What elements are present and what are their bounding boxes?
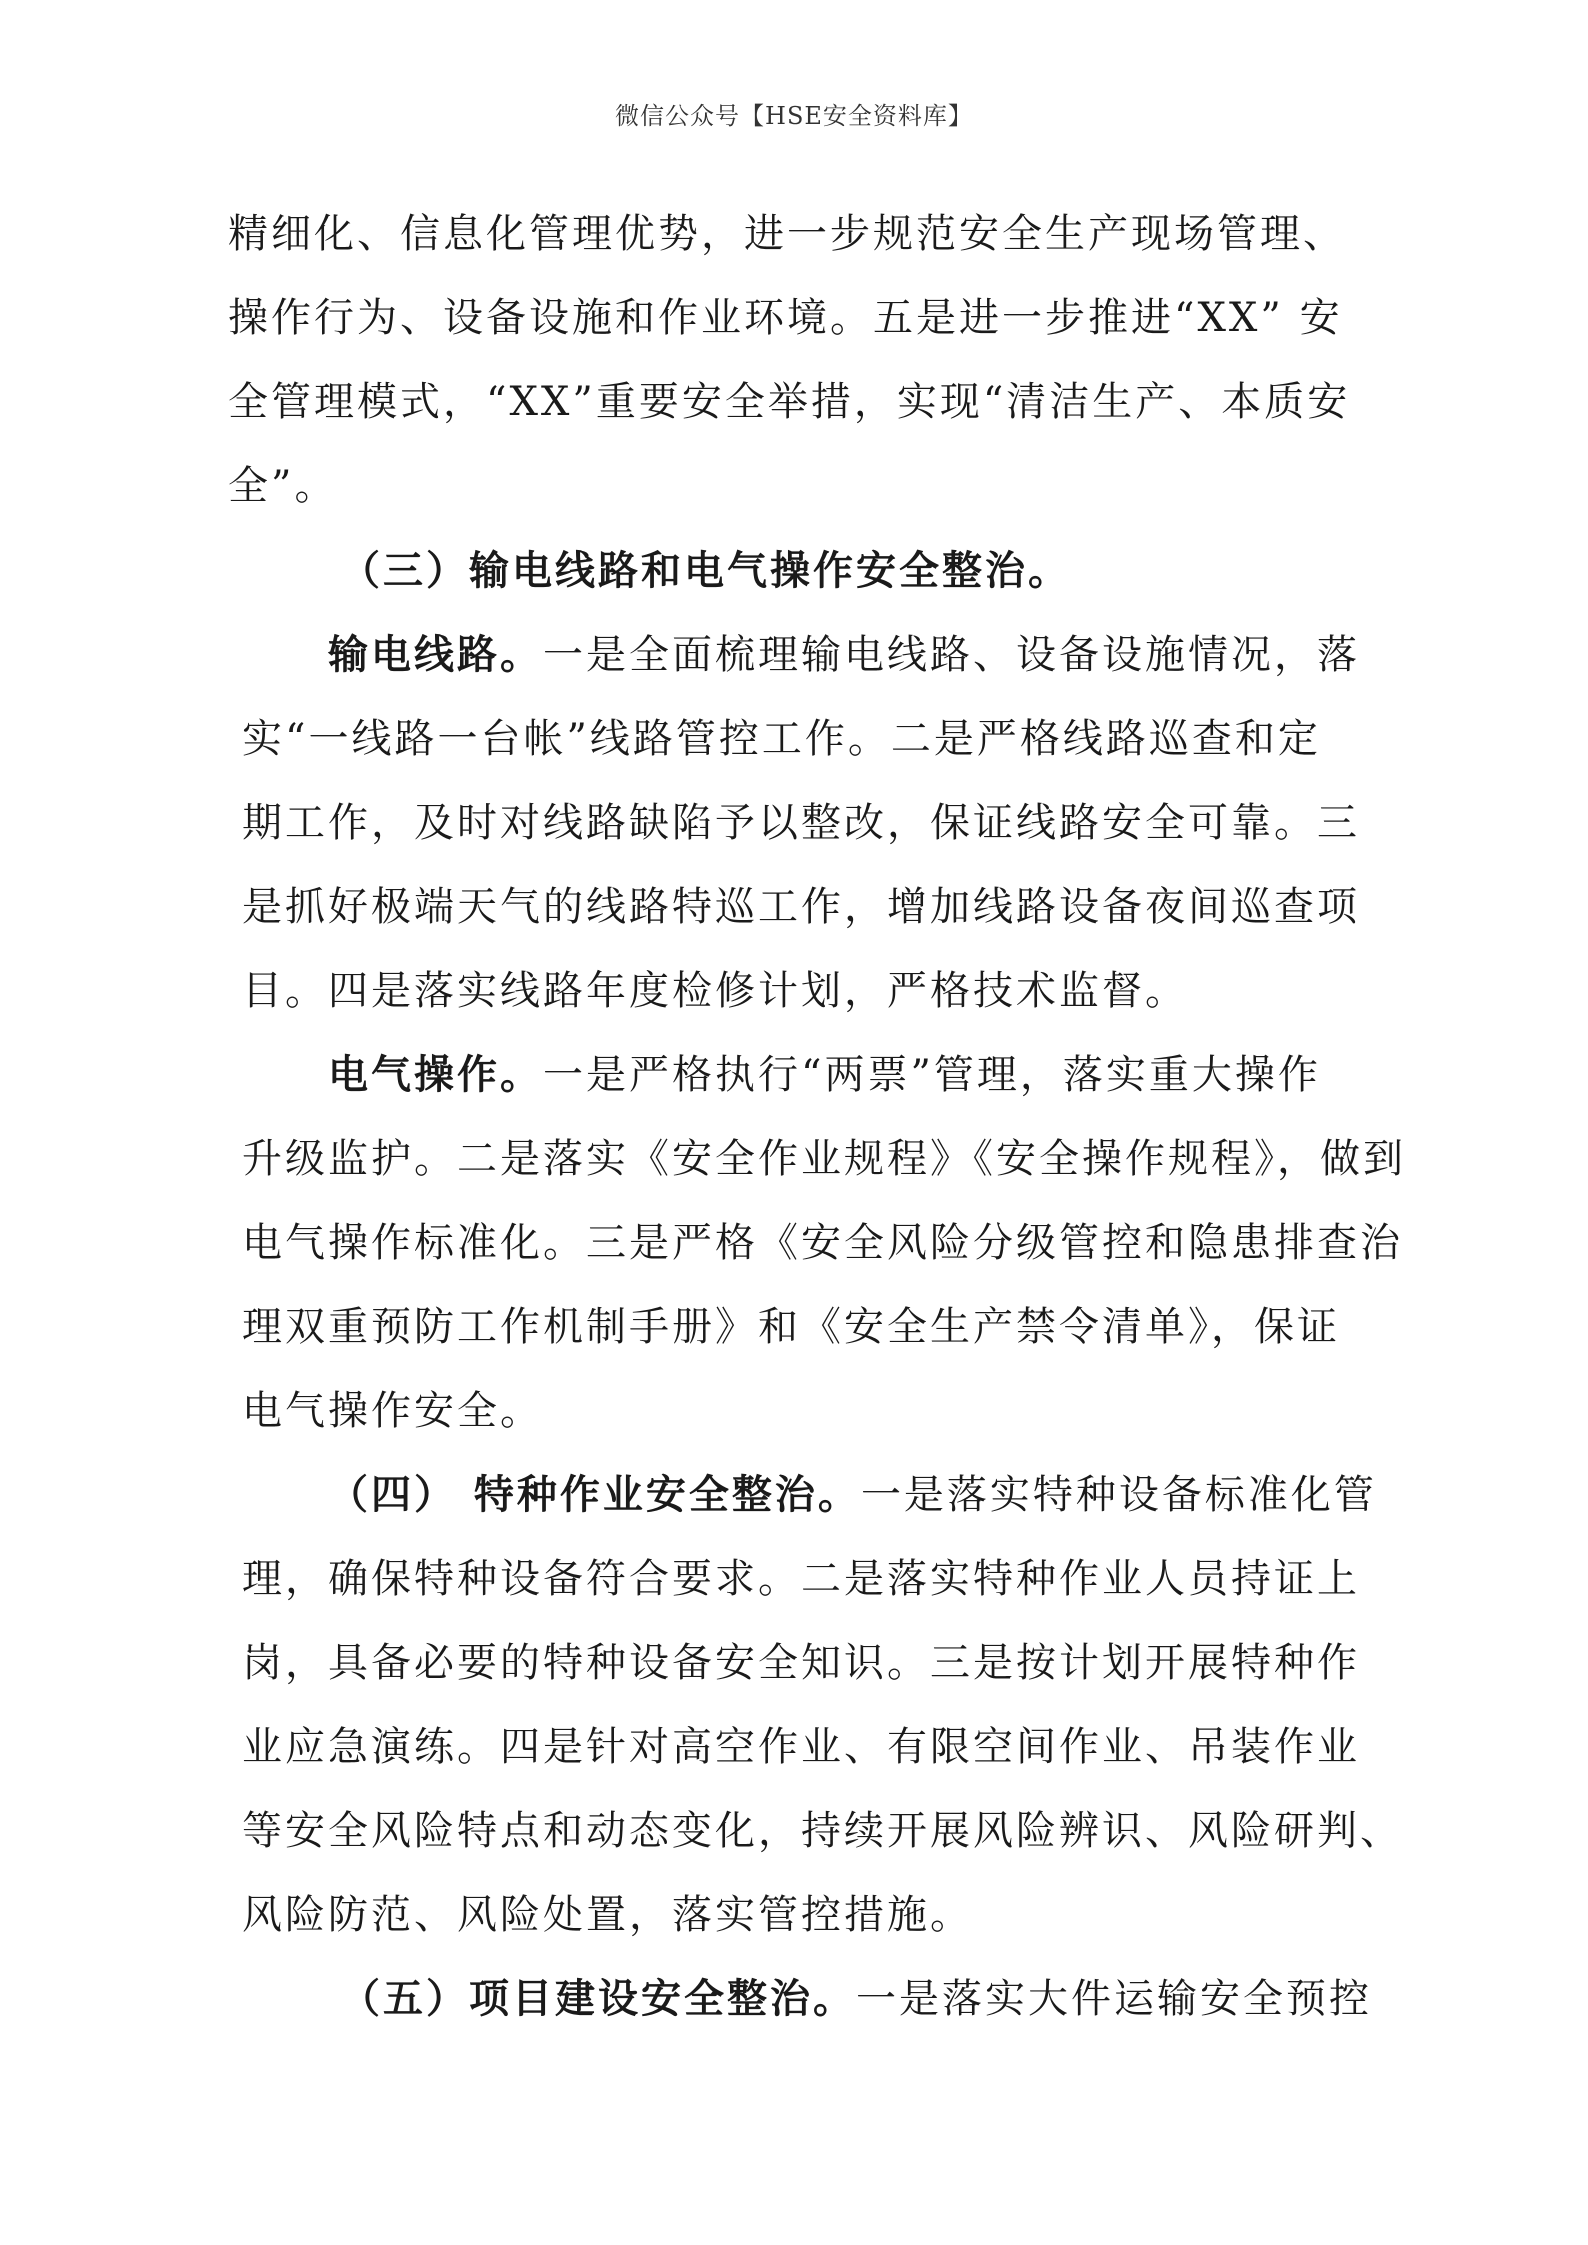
paragraph-text: 一是落实特种设备标准化管 [860, 1472, 1377, 1518]
paragraph-lead: （四） 特种作业安全整治。 [328, 1472, 861, 1518]
section-heading: （三）输电线路和电气操作安全整治。 [340, 548, 1071, 594]
paragraph-line: 等安全风险特点和动态变化，持续开展风险辨识、风险研判、 [242, 1808, 1403, 1854]
paragraph-line: 业应急演练。四是针对高空作业、有限空间作业、吊装作业 [242, 1724, 1360, 1770]
paragraph-line: 电气操作标准化。三是严格《安全风险分级管控和隐患排查治 [242, 1220, 1403, 1266]
paragraph-line: 实“一线路一台帐”线路管控工作。二是严格线路巡查和定 [242, 716, 1321, 762]
paragraph-line: 是抓好极端天气的线路特巡工作，增加线路设备夜间巡查项 [242, 884, 1360, 930]
paragraph-line: 升级监护。二是落实《安全作业规程》《安全操作规程》，做到 [242, 1136, 1406, 1182]
paragraph-lead: （五）项目建设安全整治。 [340, 1976, 856, 2022]
paragraph-line [328, 627, 1360, 683]
paragraph-line: 岗，具备必要的特种设备安全知识。三是按计划开展特种作 [242, 1640, 1360, 1686]
paragraph-line [328, 1467, 1377, 1523]
paragraph-line: 理双重预防工作机制手册》和《安全生产禁令清单》，保证 [242, 1304, 1340, 1350]
paragraph-lead: 输电线路。 [328, 632, 543, 678]
paragraph-lead: 电气操作。 [328, 1052, 543, 1098]
paragraph-text: 一是全面梳理输电线路、设备设施情况，落 [543, 632, 1360, 678]
paragraph-line: 精细化、信息化管理优势，进一步规范安全生产现场管理、 [228, 211, 1346, 257]
paragraph-line: 风险防范、风险处置，落实管控措施。 [242, 1892, 973, 1938]
paragraph-line: 电气操作安全。 [242, 1388, 543, 1434]
paragraph-line [328, 1047, 1321, 1103]
page-header: 微信公众号【HSE安全资料库】 [615, 102, 973, 130]
paragraph-text: 一是严格执行“两票”管理，落实重大操作 [543, 1052, 1321, 1098]
paragraph-line: 期工作，及时对线路缺陷予以整改，保证线路安全可靠。三 [242, 800, 1360, 846]
paragraph-line [340, 1971, 1372, 2027]
paragraph-line: 目。四是落实线路年度检修计划，严格技术监督。 [242, 968, 1188, 1014]
paragraph-text: 一是落实大件运输安全预控 [856, 1976, 1372, 2022]
paragraph-line: 操作行为、设备设施和作业环境。五是进一步推进“XX” 安 [228, 295, 1343, 341]
paragraph-line: 全管理模式，“XX”重要安全举措，实现“清洁生产、本质安 [228, 379, 1351, 425]
paragraph-line: 理，确保特种设备符合要求。二是落实特种作业人员持证上 [242, 1556, 1360, 1602]
paragraph-line: 全”。 [228, 463, 338, 509]
